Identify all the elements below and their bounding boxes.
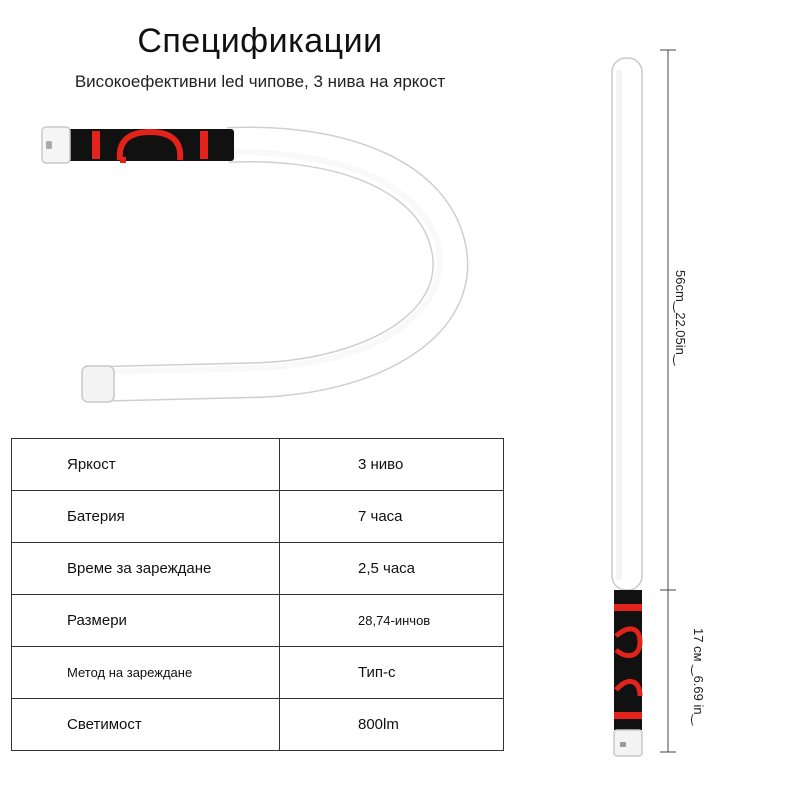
page-title: Спецификации [137,22,383,60]
dimension-lines [660,50,676,752]
spec-label: Време за зареждане [12,543,280,595]
tube-length-label: 56cm‿22.05in‿ [673,270,688,366]
straight-tube-handle [614,590,642,730]
spec-label: Размери [12,595,280,647]
spec-label: Батерия [12,491,280,543]
spec-value: 28,74-инчов [280,595,504,647]
spec-value: 3 ниво [280,439,504,491]
spec-label: Яркост [12,439,280,491]
straight-tube-cap [614,730,642,756]
spec-value: 2,5 часа [280,543,504,595]
spec-value: 7 часа [280,491,504,543]
handle-length-label: 17 см ‿6.69 in‿ [691,628,706,726]
spec-label: Метод на зареждане [12,647,280,699]
spec-value: Тип-с [280,647,504,699]
spec-label: Светимост [12,699,280,751]
page-subtitle: Високоефективни led чипове, 3 нива на яркост [74,72,446,91]
spec-value: 800lm [280,699,504,751]
